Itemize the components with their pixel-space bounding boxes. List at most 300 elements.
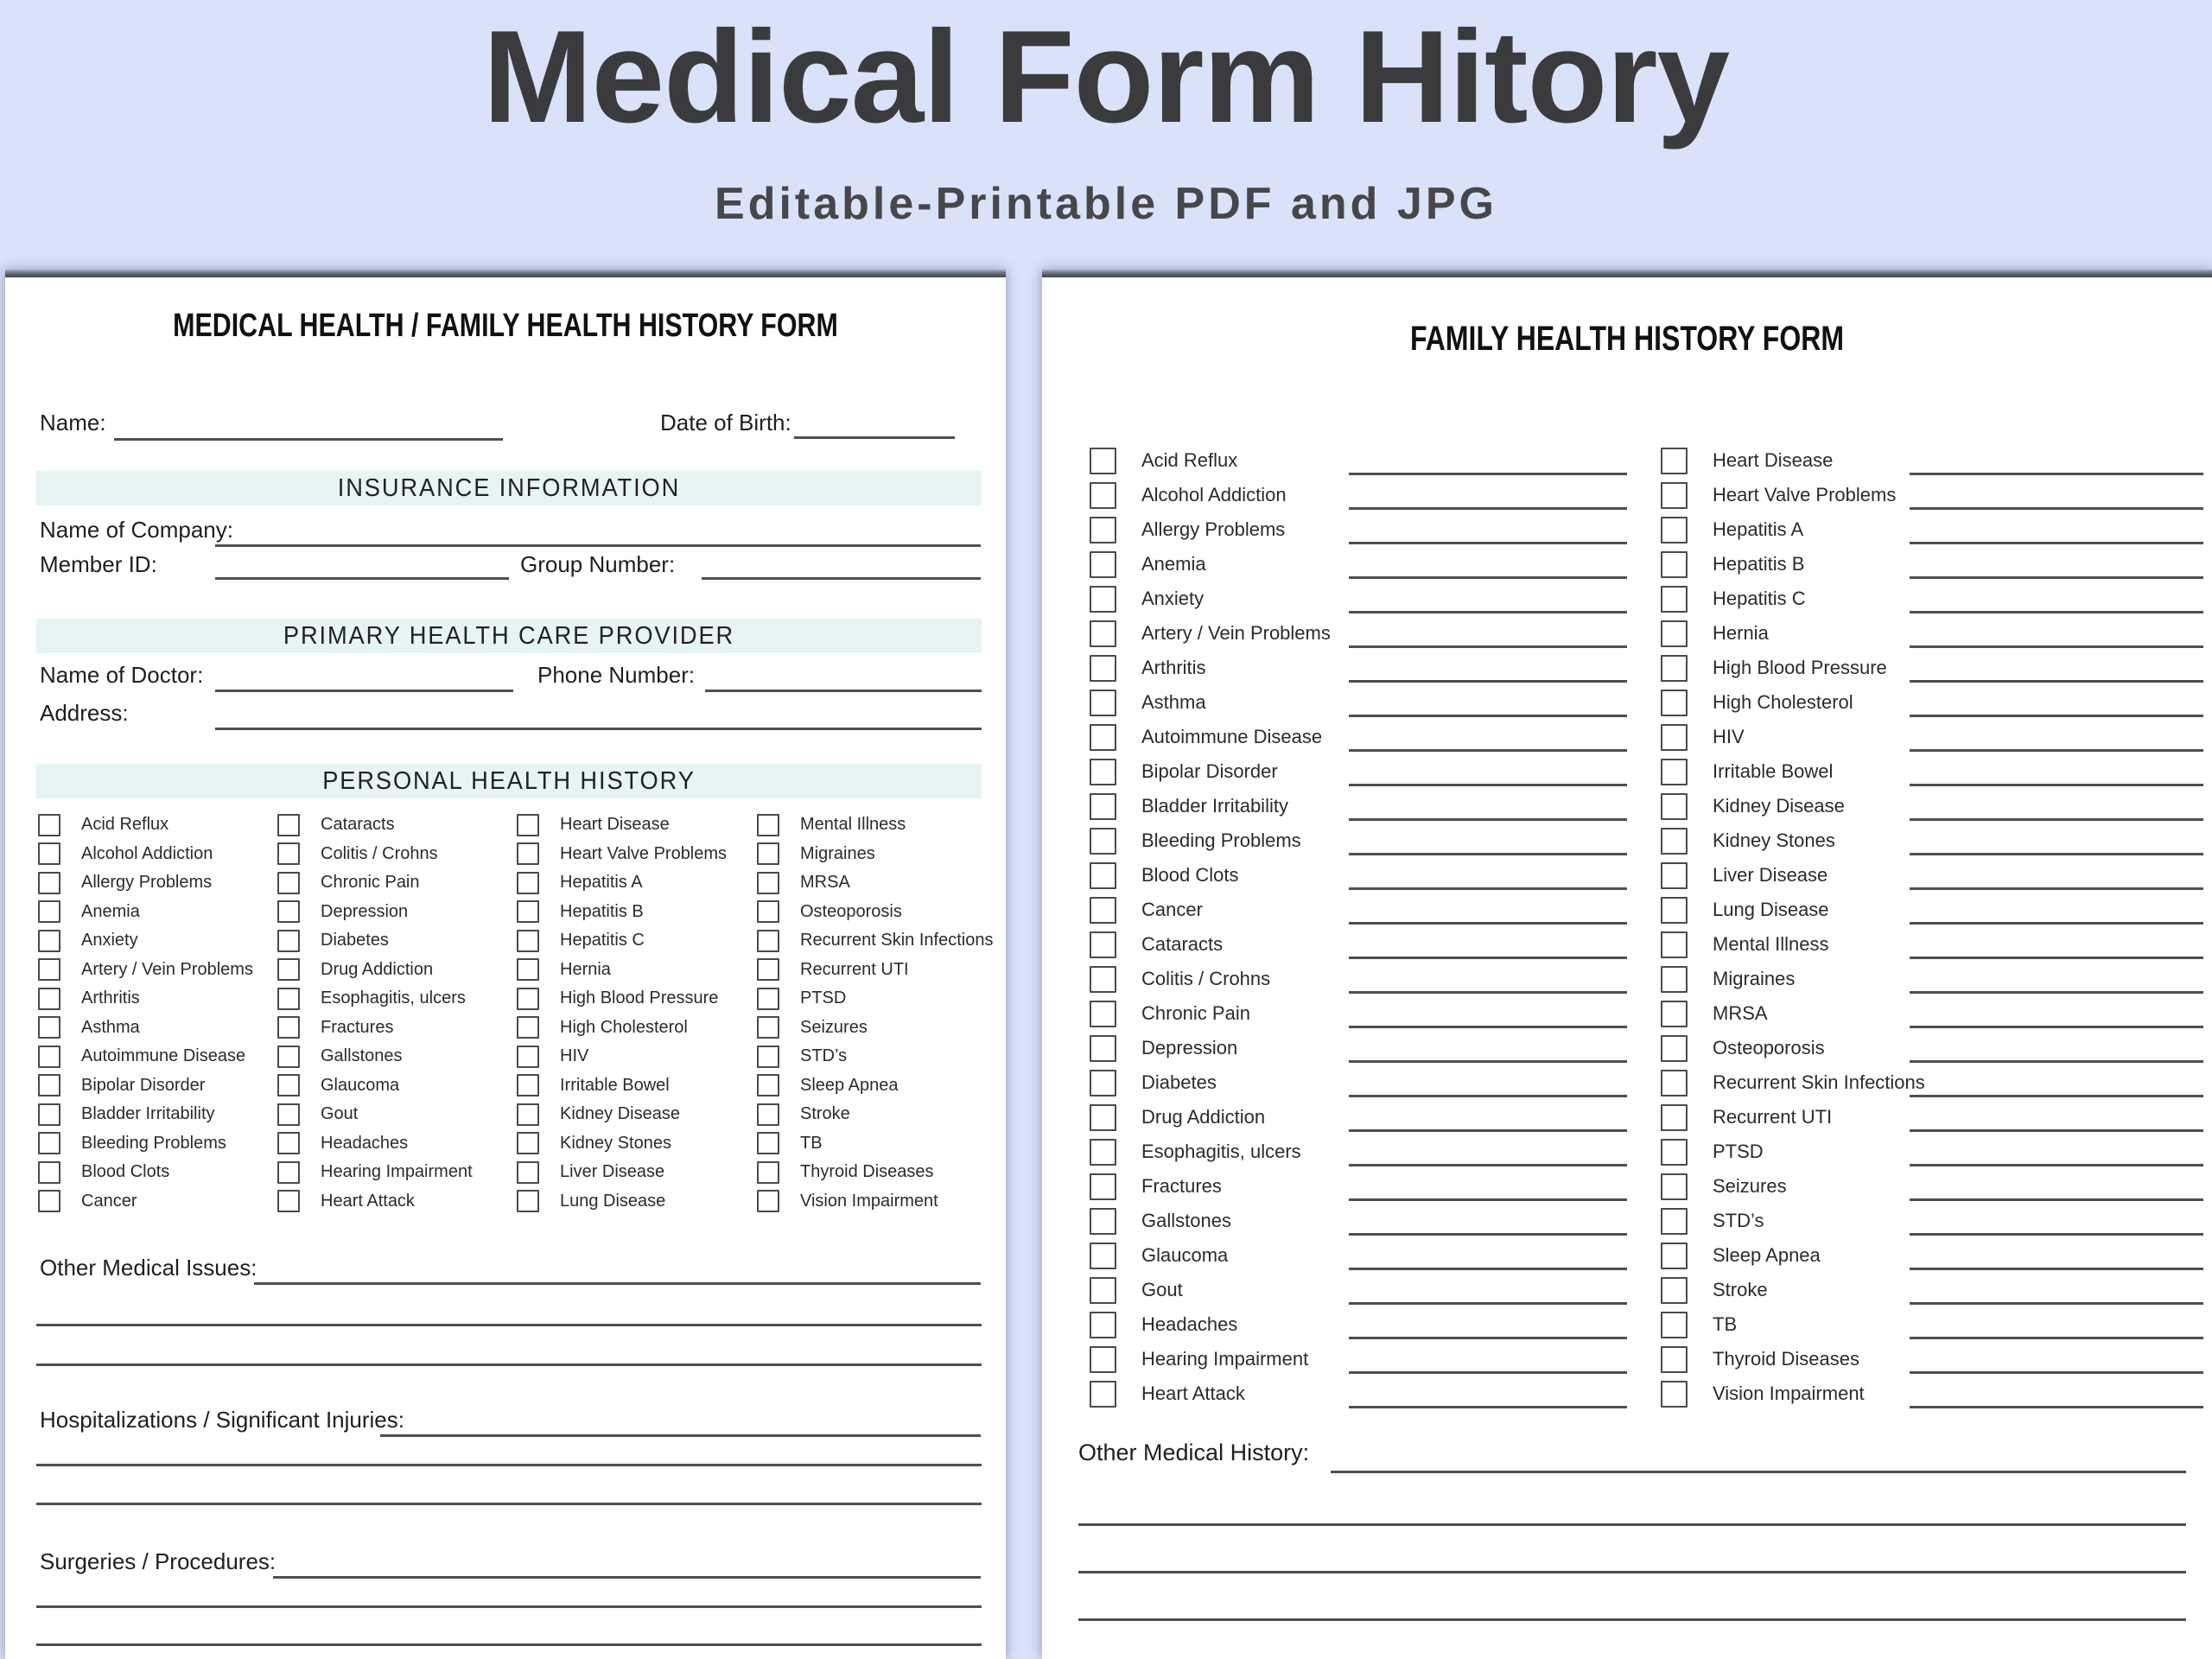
checkbox[interactable] bbox=[38, 1074, 60, 1096]
family-history-item bbox=[1661, 962, 2205, 996]
checkbox[interactable] bbox=[1090, 1277, 1116, 1304]
checkbox[interactable] bbox=[1661, 655, 1688, 682]
checkbox[interactable] bbox=[1090, 793, 1116, 820]
condition-label: Kidney Disease bbox=[1713, 795, 1845, 817]
checkbox[interactable] bbox=[1090, 1001, 1116, 1027]
family-history-item bbox=[1661, 927, 2205, 962]
write-in-line[interactable] bbox=[1349, 1406, 1627, 1408]
checkbox[interactable] bbox=[1090, 620, 1116, 647]
family-history-item bbox=[1661, 1376, 2205, 1411]
medical-health-form-page bbox=[5, 270, 1006, 1659]
surgeries-label: Surgeries / Procedures: bbox=[40, 1548, 276, 1574]
condition-label: Cancer bbox=[81, 1191, 137, 1211]
checkbox[interactable] bbox=[1090, 1104, 1116, 1131]
checkbox[interactable] bbox=[517, 988, 539, 1010]
checkbox[interactable] bbox=[757, 930, 779, 952]
checkbox[interactable] bbox=[1090, 1312, 1116, 1338]
other-medical-history-line[interactable] bbox=[1331, 1471, 2186, 1473]
checkbox[interactable] bbox=[277, 1161, 300, 1184]
condition-label: PTSD bbox=[1713, 1141, 1764, 1162]
checkbox[interactable] bbox=[38, 1016, 60, 1039]
condition-label: Hepatitis C bbox=[560, 931, 645, 950]
checkbox[interactable] bbox=[277, 1103, 300, 1126]
checkbox[interactable] bbox=[757, 1074, 779, 1096]
dob-field-line[interactable] bbox=[794, 436, 955, 439]
checkbox[interactable] bbox=[1661, 1277, 1688, 1304]
checkbox[interactable] bbox=[1090, 724, 1116, 751]
personal-history-item bbox=[38, 810, 277, 840]
doctor-field-line[interactable] bbox=[215, 690, 513, 692]
family-history-item bbox=[1090, 927, 1617, 962]
other-medical-history-label: Other Medical History: bbox=[1078, 1440, 1310, 1465]
checkbox[interactable] bbox=[1090, 1139, 1116, 1166]
checkbox[interactable] bbox=[1661, 966, 1688, 993]
write-in-line[interactable] bbox=[1349, 473, 1627, 475]
family-history-item bbox=[1090, 478, 1617, 512]
checkbox[interactable] bbox=[757, 1016, 779, 1039]
checkbox[interactable] bbox=[38, 988, 60, 1010]
write-in-line[interactable] bbox=[1349, 1095, 1627, 1097]
write-in-line[interactable] bbox=[1910, 922, 2203, 925]
write-in-line[interactable] bbox=[1910, 1406, 2203, 1408]
write-in-line[interactable] bbox=[1349, 1026, 1627, 1028]
condition-label: Artery / Vein Problems bbox=[1141, 622, 1331, 644]
checkbox[interactable] bbox=[517, 814, 539, 836]
personal-history-item bbox=[517, 810, 756, 840]
write-in-line[interactable] bbox=[1349, 1129, 1627, 1132]
checkbox[interactable] bbox=[38, 1103, 60, 1126]
checkbox[interactable] bbox=[757, 1161, 779, 1184]
checkbox[interactable] bbox=[1090, 931, 1116, 958]
write-in-line[interactable] bbox=[1910, 1268, 2203, 1270]
blank-writing-line[interactable] bbox=[1078, 1571, 2186, 1573]
personal-history-item bbox=[517, 898, 756, 927]
checkbox[interactable] bbox=[1090, 482, 1116, 509]
family-history-item bbox=[1090, 996, 1617, 1031]
family-history-item bbox=[1090, 789, 1617, 823]
family-history-item bbox=[1090, 616, 1617, 651]
checkbox[interactable] bbox=[277, 988, 300, 1010]
family-history-item bbox=[1090, 1065, 1617, 1100]
blank-writing-line[interactable] bbox=[36, 1643, 982, 1646]
checkbox[interactable] bbox=[1090, 690, 1116, 716]
write-in-line[interactable] bbox=[1910, 1129, 2203, 1132]
condition-label: Alcohol Addiction bbox=[1141, 484, 1287, 505]
checkbox[interactable] bbox=[1661, 482, 1688, 509]
checkbox[interactable] bbox=[277, 814, 300, 836]
personal-history-item bbox=[277, 1158, 517, 1187]
checkbox[interactable] bbox=[517, 1103, 539, 1126]
write-in-line[interactable] bbox=[1349, 887, 1627, 890]
checkbox[interactable] bbox=[277, 1190, 300, 1212]
checkbox[interactable] bbox=[1661, 1208, 1688, 1235]
write-in-line[interactable] bbox=[1910, 749, 2203, 752]
checkbox[interactable] bbox=[757, 872, 779, 894]
condition-label: Depression bbox=[321, 901, 409, 921]
condition-label: Gout bbox=[1141, 1279, 1183, 1300]
member-id-label: Member ID: bbox=[40, 551, 157, 577]
personal-history-item bbox=[517, 1071, 756, 1101]
write-in-line[interactable] bbox=[1910, 1337, 2203, 1339]
family-history-item bbox=[1090, 962, 1617, 996]
checkbox[interactable] bbox=[517, 930, 539, 952]
checkbox[interactable] bbox=[757, 1190, 779, 1212]
condition-label: Colitis / Crohns bbox=[321, 843, 438, 863]
write-in-line[interactable] bbox=[1349, 576, 1627, 579]
family-history-item bbox=[1090, 1135, 1617, 1169]
write-in-line[interactable] bbox=[1349, 507, 1627, 510]
checkbox[interactable] bbox=[277, 1016, 300, 1039]
family-history-item bbox=[1661, 1273, 2205, 1307]
other-medical-issues-line[interactable] bbox=[254, 1282, 981, 1285]
checkbox[interactable] bbox=[277, 872, 300, 894]
checkbox[interactable] bbox=[1090, 655, 1116, 682]
personal-history-item bbox=[38, 984, 277, 1014]
checkbox[interactable] bbox=[757, 1132, 779, 1154]
checkbox[interactable] bbox=[1661, 1139, 1688, 1166]
personal-history-item bbox=[38, 1129, 277, 1159]
write-in-line[interactable] bbox=[1910, 611, 2203, 613]
family-history-item bbox=[1090, 1238, 1617, 1273]
checkbox[interactable] bbox=[1661, 586, 1688, 613]
phone-label: Phone Number: bbox=[537, 662, 696, 688]
checkbox[interactable] bbox=[1661, 759, 1688, 785]
checkbox[interactable] bbox=[1661, 551, 1688, 578]
write-in-line[interactable] bbox=[1910, 680, 2203, 683]
personal-history-item bbox=[517, 984, 756, 1014]
checkbox[interactable] bbox=[757, 1103, 779, 1126]
blank-writing-line[interactable] bbox=[1078, 1618, 2186, 1621]
checkbox[interactable] bbox=[1661, 1381, 1688, 1408]
checkbox[interactable] bbox=[1661, 1243, 1688, 1269]
checkbox[interactable] bbox=[1661, 1035, 1688, 1062]
blank-writing-line[interactable] bbox=[36, 1363, 982, 1366]
condition-label: Arthritis bbox=[1141, 657, 1206, 678]
checkbox[interactable] bbox=[1661, 1173, 1688, 1200]
condition-label: High Cholesterol bbox=[560, 1017, 688, 1037]
condition-label: Irritable Bowel bbox=[1713, 760, 1834, 782]
write-in-line[interactable] bbox=[1349, 991, 1627, 994]
checkbox[interactable] bbox=[38, 842, 60, 865]
condition-label: Anemia bbox=[1141, 553, 1206, 575]
write-in-line[interactable] bbox=[1910, 576, 2203, 579]
checkbox[interactable] bbox=[517, 872, 539, 894]
checkbox[interactable] bbox=[517, 1016, 539, 1039]
checkbox[interactable] bbox=[757, 958, 779, 981]
checkbox[interactable] bbox=[1661, 1346, 1688, 1373]
write-in-line[interactable] bbox=[1910, 957, 2203, 959]
checkbox[interactable] bbox=[1661, 690, 1688, 716]
write-in-line[interactable] bbox=[1349, 957, 1627, 959]
personal-history-item bbox=[277, 1071, 517, 1101]
checkbox[interactable] bbox=[517, 1046, 539, 1068]
checkbox[interactable] bbox=[277, 900, 300, 923]
write-in-line[interactable] bbox=[1910, 887, 2203, 890]
checkbox[interactable] bbox=[517, 900, 539, 923]
checkbox[interactable] bbox=[1661, 862, 1688, 889]
hospitalizations-line[interactable] bbox=[380, 1434, 981, 1437]
personal-history-column-4 bbox=[757, 810, 996, 1216]
checkbox[interactable] bbox=[1090, 551, 1116, 578]
condition-label: Hearing Impairment bbox=[1141, 1348, 1309, 1370]
write-in-line[interactable] bbox=[1349, 818, 1627, 821]
checkbox[interactable] bbox=[277, 1132, 300, 1154]
write-in-line[interactable] bbox=[1349, 1268, 1627, 1270]
checkbox[interactable] bbox=[1661, 1104, 1688, 1131]
checkbox[interactable] bbox=[38, 930, 60, 952]
family-history-item bbox=[1090, 651, 1617, 685]
checkbox[interactable] bbox=[277, 930, 300, 952]
condition-label: Seizures bbox=[800, 1017, 868, 1037]
checkbox[interactable] bbox=[757, 900, 779, 923]
checkbox[interactable] bbox=[1661, 897, 1688, 924]
surgeries-line[interactable] bbox=[273, 1576, 981, 1579]
write-in-line[interactable] bbox=[1349, 645, 1627, 648]
write-in-line[interactable] bbox=[1349, 1198, 1627, 1201]
checkbox[interactable] bbox=[38, 1190, 60, 1212]
family-history-item bbox=[1090, 893, 1617, 927]
checkbox[interactable] bbox=[1661, 793, 1688, 820]
condition-label: Headaches bbox=[321, 1133, 409, 1153]
checkbox[interactable] bbox=[517, 958, 539, 981]
family-history-item bbox=[1090, 582, 1617, 616]
family-history-item bbox=[1661, 478, 2205, 512]
checkbox[interactable] bbox=[1090, 966, 1116, 993]
family-health-form-page bbox=[1042, 270, 2212, 1659]
checkbox[interactable] bbox=[1090, 1381, 1116, 1408]
write-in-line[interactable] bbox=[1349, 749, 1627, 752]
group-number-field-line[interactable] bbox=[702, 577, 981, 580]
write-in-line[interactable] bbox=[1910, 1060, 2203, 1063]
hospitalizations-label: Hospitalizations / Significant Injuries: bbox=[40, 1407, 404, 1433]
condition-label: Sleep Apnea bbox=[1713, 1244, 1821, 1266]
page-top-edge bbox=[1042, 270, 2212, 277]
write-in-line[interactable] bbox=[1349, 853, 1627, 855]
address-field-line[interactable] bbox=[215, 728, 982, 730]
checkbox[interactable] bbox=[757, 1046, 779, 1068]
checkbox[interactable] bbox=[38, 1132, 60, 1154]
checkbox[interactable] bbox=[1661, 517, 1688, 543]
write-in-line[interactable] bbox=[1349, 1371, 1627, 1374]
write-in-line[interactable] bbox=[1910, 1233, 2203, 1236]
checkbox[interactable] bbox=[277, 958, 300, 981]
condition-label: Bipolar Disorder bbox=[81, 1075, 206, 1095]
condition-label: Gallstones bbox=[1141, 1210, 1231, 1231]
write-in-line[interactable] bbox=[1910, 784, 2203, 786]
checkbox[interactable] bbox=[517, 842, 539, 865]
checkbox[interactable] bbox=[1090, 1243, 1116, 1269]
checkbox[interactable] bbox=[38, 1161, 60, 1184]
write-in-line[interactable] bbox=[1910, 542, 2203, 544]
condition-label: Chronic Pain bbox=[1141, 1002, 1250, 1024]
checkbox[interactable] bbox=[1090, 759, 1116, 785]
family-history-item bbox=[1090, 1342, 1617, 1376]
insurance-section-band bbox=[36, 471, 982, 505]
condition-label: Migraines bbox=[1713, 968, 1796, 989]
write-in-line[interactable] bbox=[1349, 542, 1627, 544]
condition-label: Glaucoma bbox=[321, 1075, 400, 1095]
condition-label: Asthma bbox=[1141, 691, 1206, 713]
write-in-line[interactable] bbox=[1910, 715, 2203, 717]
blank-writing-line[interactable] bbox=[36, 1464, 982, 1466]
condition-label: High Blood Pressure bbox=[560, 988, 719, 1008]
condition-label: Autoimmune Disease bbox=[1141, 726, 1323, 747]
condition-label: Acid Reflux bbox=[81, 815, 169, 835]
write-in-line[interactable] bbox=[1349, 1164, 1627, 1166]
write-in-line[interactable] bbox=[1910, 1164, 2203, 1166]
checkbox[interactable] bbox=[757, 814, 779, 836]
write-in-line[interactable] bbox=[1349, 1060, 1627, 1063]
checkbox[interactable] bbox=[1090, 1173, 1116, 1200]
family-history-item bbox=[1090, 1376, 1617, 1411]
checkbox[interactable] bbox=[517, 1074, 539, 1096]
checkbox[interactable] bbox=[517, 1132, 539, 1154]
checkbox[interactable] bbox=[1090, 828, 1116, 855]
personal-history-item bbox=[277, 1129, 517, 1159]
condition-label: Migraines bbox=[800, 843, 875, 863]
family-history-item bbox=[1090, 1204, 1617, 1238]
write-in-line[interactable] bbox=[1910, 991, 2203, 994]
write-in-line[interactable] bbox=[1349, 1233, 1627, 1236]
member-id-field-line[interactable] bbox=[215, 577, 509, 580]
blank-writing-line[interactable] bbox=[36, 1324, 982, 1326]
checkbox[interactable] bbox=[38, 958, 60, 981]
write-in-line[interactable] bbox=[1910, 1371, 2203, 1374]
family-history-item bbox=[1661, 1204, 2205, 1238]
checkbox[interactable] bbox=[1090, 1346, 1116, 1373]
family-history-item bbox=[1090, 512, 1617, 547]
write-in-line[interactable] bbox=[1910, 507, 2203, 510]
write-in-line[interactable] bbox=[1910, 473, 2203, 475]
checkbox[interactable] bbox=[1661, 931, 1688, 958]
checkbox[interactable] bbox=[1661, 620, 1688, 647]
condition-label: Bleeding Problems bbox=[81, 1133, 226, 1153]
write-in-line[interactable] bbox=[1910, 1302, 2203, 1305]
family-history-item bbox=[1661, 754, 2205, 789]
checkbox[interactable] bbox=[1661, 828, 1688, 855]
condition-label: Vision Impairment bbox=[800, 1191, 938, 1211]
checkbox[interactable] bbox=[38, 872, 60, 894]
medical-form-title: MEDICAL HEALTH / FAMILY HEALTH HISTORY FORM bbox=[173, 308, 838, 344]
checkbox[interactable] bbox=[517, 1161, 539, 1184]
checkbox[interactable] bbox=[1090, 1035, 1116, 1062]
write-in-line[interactable] bbox=[1349, 1302, 1627, 1305]
condition-label: Sleep Apnea bbox=[800, 1075, 899, 1095]
write-in-line[interactable] bbox=[1910, 645, 2203, 648]
condition-label: Blood Clots bbox=[81, 1162, 170, 1182]
condition-label: Glaucoma bbox=[1141, 1244, 1229, 1266]
checkbox[interactable] bbox=[1090, 448, 1116, 474]
family-history-column-1 bbox=[1090, 443, 1617, 1411]
condition-label: Hepatitis C bbox=[1713, 588, 1806, 609]
checkbox[interactable] bbox=[277, 842, 300, 865]
personal-history-item bbox=[38, 1042, 277, 1071]
condition-label: Anemia bbox=[81, 901, 140, 921]
checkbox[interactable] bbox=[1090, 517, 1116, 543]
checkbox[interactable] bbox=[1661, 1312, 1688, 1338]
family-history-item bbox=[1661, 996, 2205, 1031]
family-history-item bbox=[1090, 858, 1617, 893]
write-in-line[interactable] bbox=[1910, 1198, 2203, 1201]
condition-label: Vision Impairment bbox=[1713, 1382, 1865, 1404]
write-in-line[interactable] bbox=[1910, 1026, 2203, 1028]
checkbox[interactable] bbox=[1661, 724, 1688, 751]
checkbox[interactable] bbox=[1661, 448, 1688, 474]
condition-label: Heart Attack bbox=[321, 1191, 415, 1211]
condition-label: Arthritis bbox=[81, 988, 140, 1008]
personal-history-item bbox=[757, 1100, 996, 1129]
checkbox[interactable] bbox=[1661, 1001, 1688, 1027]
condition-label: Bladder Irritability bbox=[1141, 795, 1288, 817]
write-in-line[interactable] bbox=[1349, 1337, 1627, 1339]
personal-history-item bbox=[517, 1129, 756, 1159]
blank-writing-line[interactable] bbox=[1078, 1523, 2186, 1526]
condition-label: MRSA bbox=[1713, 1002, 1768, 1024]
checkbox[interactable] bbox=[38, 814, 60, 836]
write-in-line[interactable] bbox=[1349, 611, 1627, 613]
write-in-line[interactable] bbox=[1349, 784, 1627, 786]
checkbox[interactable] bbox=[517, 1190, 539, 1212]
condition-label: Gallstones bbox=[321, 1046, 403, 1066]
write-in-line[interactable] bbox=[1349, 680, 1627, 683]
condition-label: Acid Reflux bbox=[1141, 449, 1238, 471]
personal-history-item bbox=[517, 956, 756, 985]
condition-label: Autoimmune Disease bbox=[81, 1046, 246, 1066]
checkbox[interactable] bbox=[757, 988, 779, 1010]
condition-label: Heart Valve Problems bbox=[560, 843, 728, 863]
write-in-line[interactable] bbox=[1910, 1095, 2203, 1097]
condition-label: Fractures bbox=[321, 1017, 394, 1037]
family-history-item bbox=[1661, 685, 2205, 720]
write-in-line[interactable] bbox=[1910, 818, 2203, 821]
condition-label: Hepatitis A bbox=[1713, 518, 1804, 540]
condition-label: High Cholesterol bbox=[1713, 691, 1853, 713]
checkbox[interactable] bbox=[757, 842, 779, 865]
blank-writing-line[interactable] bbox=[36, 1503, 982, 1505]
write-in-line[interactable] bbox=[1910, 853, 2203, 855]
checkbox[interactable] bbox=[277, 1074, 300, 1096]
checkbox[interactable] bbox=[1090, 862, 1116, 889]
company-field-line[interactable] bbox=[215, 544, 981, 547]
condition-label: HIV bbox=[560, 1046, 589, 1066]
checkbox[interactable] bbox=[1090, 586, 1116, 613]
family-history-item bbox=[1090, 754, 1617, 789]
write-in-line[interactable] bbox=[1349, 715, 1627, 717]
name-field-line[interactable] bbox=[114, 438, 503, 441]
family-history-item bbox=[1661, 1065, 2205, 1100]
personal-history-item bbox=[38, 1187, 277, 1217]
checkbox[interactable] bbox=[38, 1046, 60, 1068]
personal-history-item bbox=[277, 868, 517, 898]
condition-label: STD’s bbox=[800, 1046, 848, 1066]
checkbox[interactable] bbox=[1090, 1070, 1116, 1096]
condition-label: Hepatitis B bbox=[560, 901, 644, 921]
phone-field-line[interactable] bbox=[705, 690, 982, 692]
write-in-line[interactable] bbox=[1349, 922, 1627, 925]
personal-history-item bbox=[277, 840, 517, 869]
family-history-column-2 bbox=[1661, 443, 2205, 1411]
condition-label: Irritable Bowel bbox=[560, 1075, 670, 1095]
checkbox[interactable] bbox=[1090, 1208, 1116, 1235]
checkbox[interactable] bbox=[1661, 1070, 1688, 1096]
blank-writing-line[interactable] bbox=[36, 1605, 982, 1608]
checkbox[interactable] bbox=[277, 1046, 300, 1068]
personal-history-item bbox=[757, 1187, 996, 1217]
condition-label: HIV bbox=[1713, 726, 1745, 747]
condition-label: Hepatitis A bbox=[560, 873, 643, 893]
checkbox[interactable] bbox=[38, 900, 60, 923]
checkbox[interactable] bbox=[1090, 897, 1116, 924]
